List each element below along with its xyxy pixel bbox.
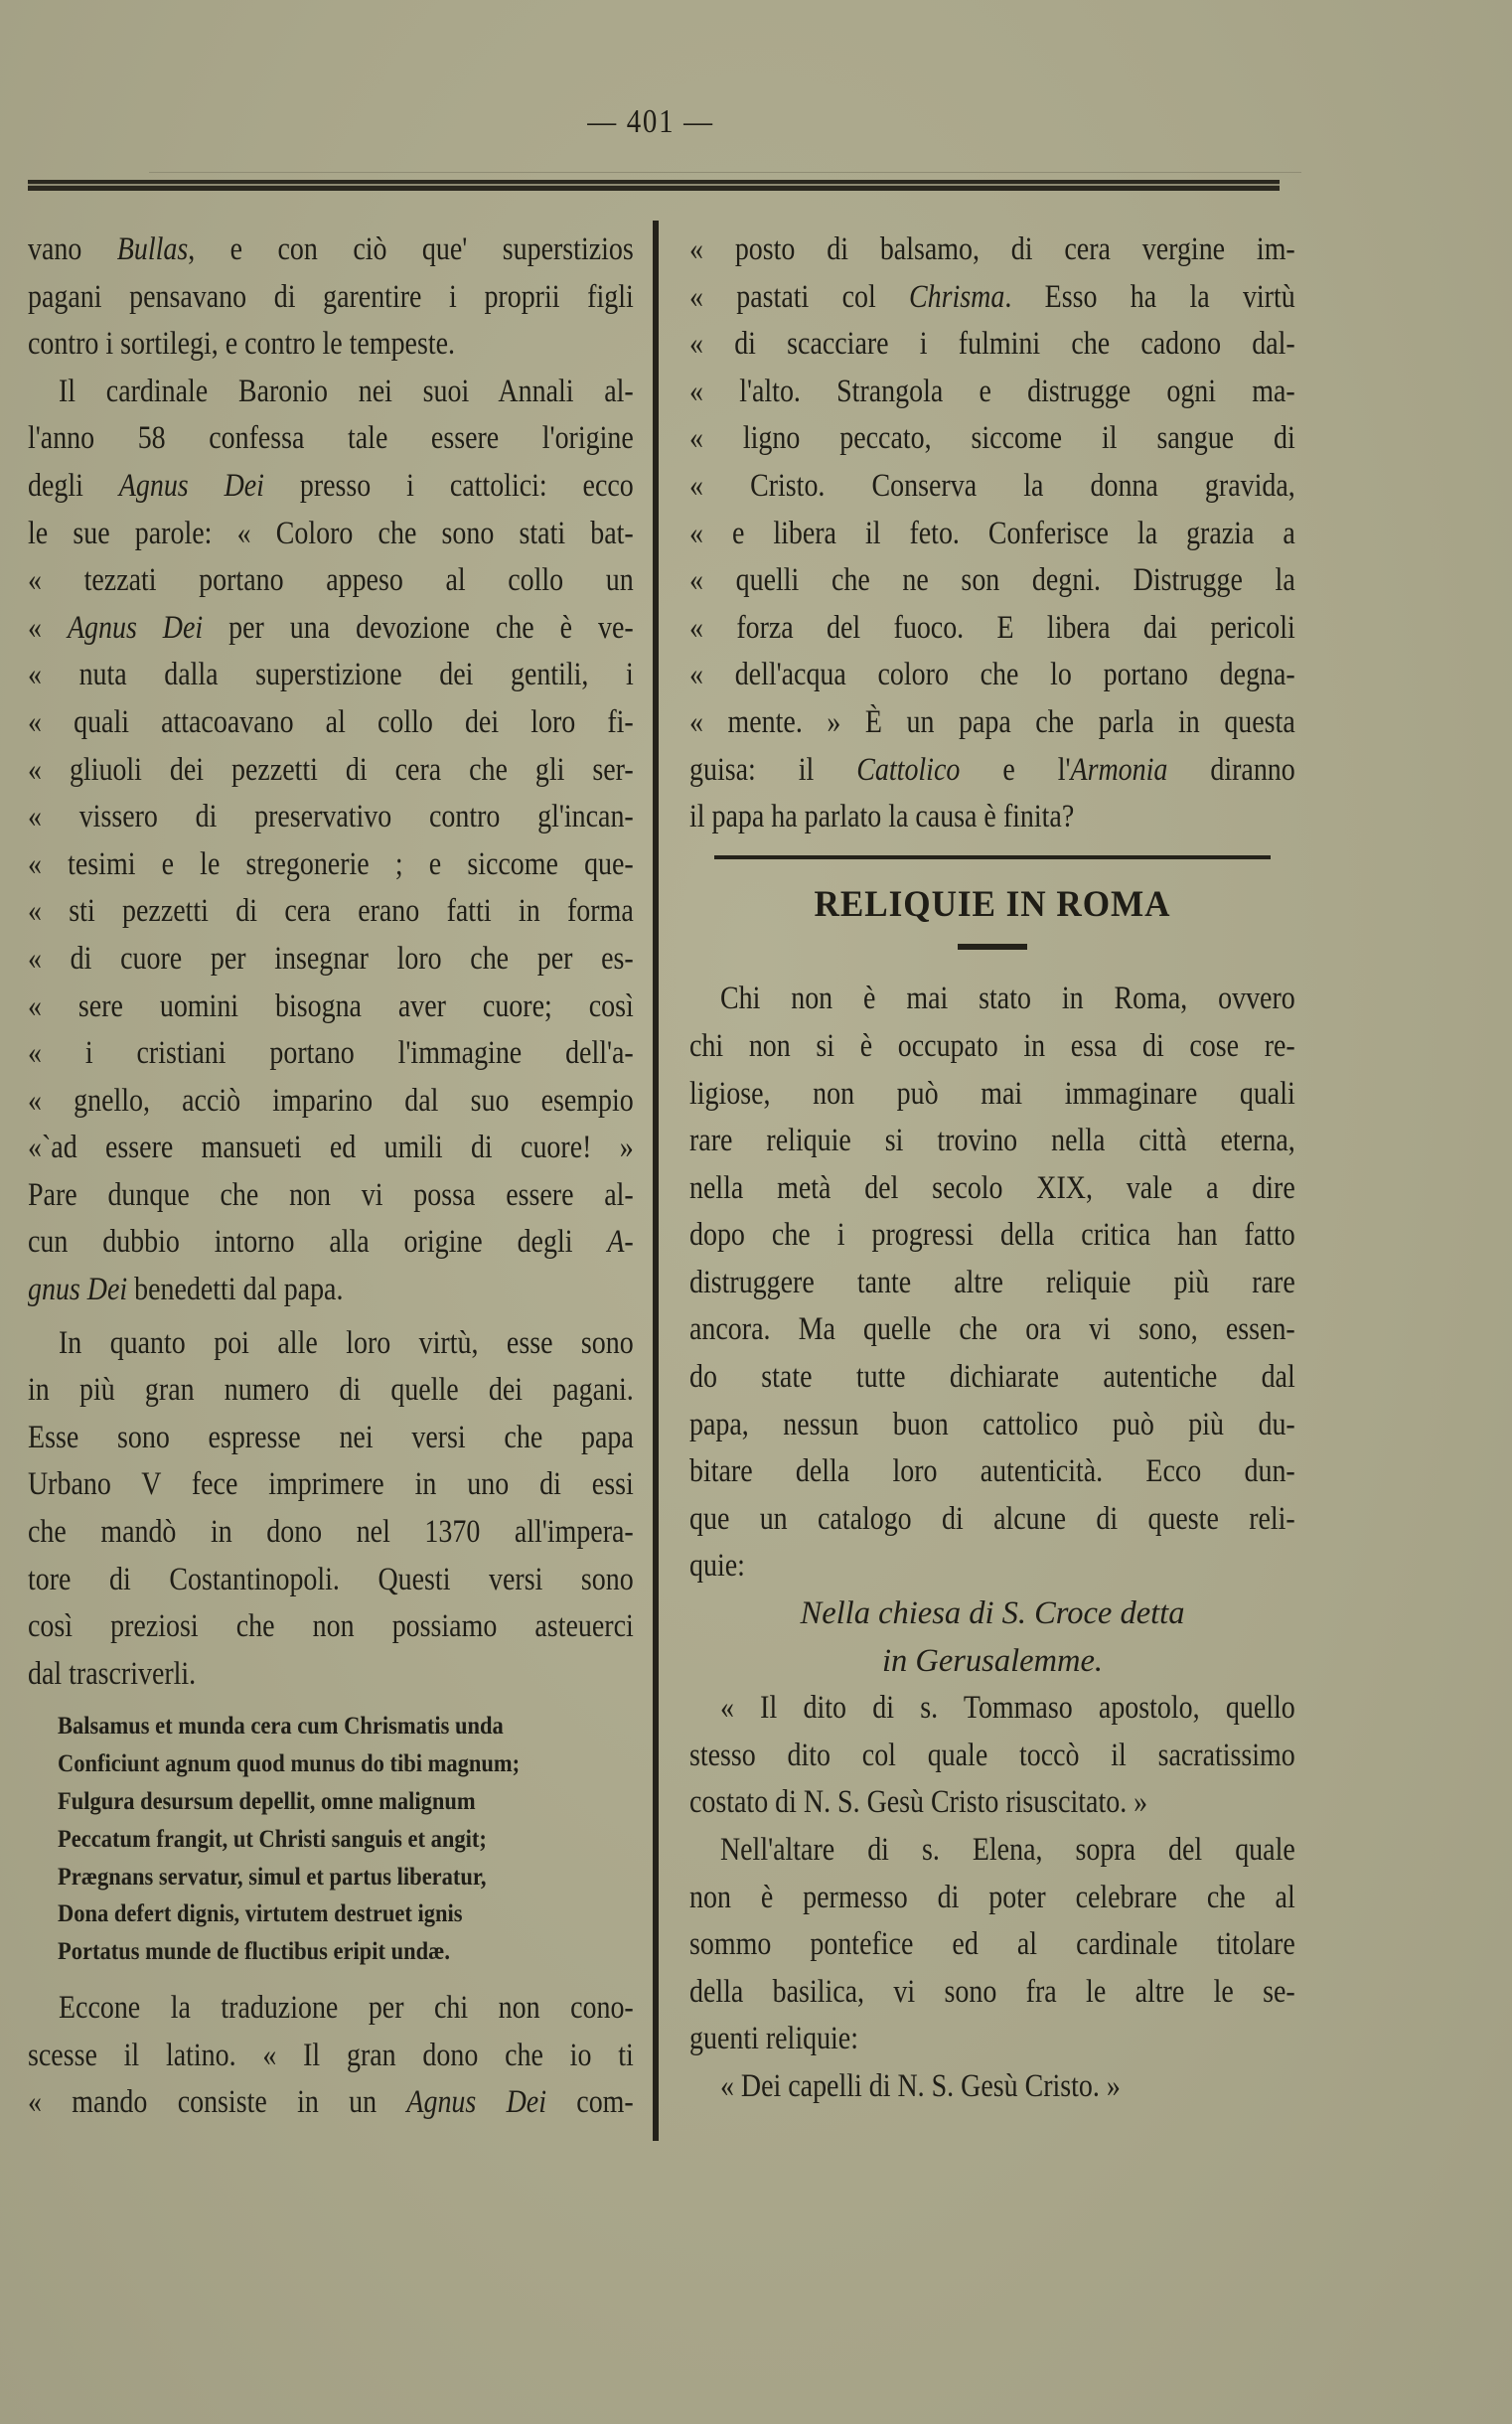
verse-line: Dona defert dignis, virtutem destruet ignis (58, 1900, 463, 1928)
verse-line: Balsamus et munda cera cum Chrismatis unda (58, 1713, 504, 1741)
text-line: Urbano V fece imprimere in uno di essi (28, 1466, 634, 1503)
text-line: chi non si è occupato in essa di cose re- (689, 1027, 1295, 1064)
text-segment: vano (28, 231, 117, 267)
text-line: il papa ha parlato la causa è finita? (689, 799, 1075, 835)
text-line: « sere uomini bisogna aver cuore; così (28, 987, 634, 1024)
text-line: bitare della loro autenticità. Ecco dun- (689, 1453, 1295, 1490)
text-line: do state tutte dichiarate autentiche dal (689, 1359, 1295, 1396)
text-line: scesse il latino. « Il gran dono che io ti (28, 2037, 634, 2073)
text-segment: pagani pensavano di garentire i proprii figli (28, 278, 634, 315)
text-line: « gnello, acciò imparino dal suo esempio (28, 1082, 634, 1119)
italic-text: A- (607, 1224, 634, 1261)
text-line (28, 227, 634, 274)
subheading (689, 1591, 1295, 1685)
text-line: Il cardinale Baronio nei suoi Annali al- (58, 373, 634, 409)
spacer (28, 1698, 634, 1708)
text-line: Eccone la traduzione per chi non cono- (58, 1989, 634, 2026)
text-line (28, 1219, 634, 1267)
paragraph (689, 1827, 1295, 2063)
subheading-line: in Gerusalemme. (881, 1642, 1104, 1679)
text-line: « di scacciare i fulmini che cadono dal- (689, 326, 1295, 363)
text-line: « quali attacoavano al collo dei loro fi- (28, 703, 634, 740)
text-segment: . Esso ha la virtù (1004, 278, 1295, 315)
text-line (689, 274, 1295, 322)
text-line (28, 2079, 634, 2127)
text-line: « l'alto. Strangola e distrugge ogni ma- (689, 373, 1295, 409)
spacer (689, 859, 1295, 881)
text-line: ligiose, non può mai immaginare quali (689, 1075, 1295, 1112)
text-line: « tezzati portano appeso al collo un (28, 562, 634, 599)
text-line: « dell'acqua coloro che lo portano degna- (689, 657, 1295, 693)
italic-text: Armonia (1070, 751, 1168, 788)
text-line: « forza del fuoco. E libera dai pericoli (689, 609, 1295, 646)
header-rule-thin (149, 172, 1301, 173)
text-line: dal trascriverli. (28, 1655, 197, 1692)
text-line (28, 1267, 549, 1314)
text-line: « Cristo. Conserva la donna gravida, (689, 467, 1295, 504)
verse-line: Fulgura desursum depellit, omne malignum (58, 1788, 476, 1815)
text-line: guenti reliquie: (689, 2021, 858, 2057)
text-line (689, 747, 1295, 795)
paragraph (689, 976, 1295, 1591)
text-segment: « pastati col (689, 278, 910, 315)
text-line: costato di N. S. Gesù Cristo risuscitato. » (689, 1784, 1148, 1821)
text-segment: cun dubbio intorno alla origine degli (28, 1224, 608, 1261)
italic-text: Cattolico (856, 751, 961, 788)
text-line: Chi non è mai stato in Roma, ovvero (719, 981, 1295, 1017)
text-segment: diranno (1167, 751, 1295, 788)
text-line: Pare dunque che non vi possa essere al- (28, 1176, 634, 1213)
text-segment: per una devozione che è ve- (203, 609, 634, 646)
text-line: le sue parole: « Coloro che sono stati bat- (28, 515, 634, 551)
text-segment: degli (28, 467, 119, 504)
text-line: Esse sono espresse nei versi che papa (28, 1419, 634, 1455)
italic-text: Agnus Dei (67, 609, 204, 646)
text-segment: guisa: il (689, 751, 857, 788)
text-line: « e libera il feto. Conferisce la grazia a (689, 515, 1295, 551)
text-line: que un catalogo di alcune di queste reli- (689, 1500, 1295, 1537)
text-segment: , e con ciò que' superstizios (188, 231, 634, 267)
text-segment: benedetti dal papa. (127, 1272, 344, 1308)
paragraph (28, 369, 634, 1314)
text-line: « nuta dalla superstizione dei gentili, i (28, 657, 634, 693)
text-line: dopo che i progressi della critica han fatto (689, 1217, 1295, 1254)
page-number: — 401 — (587, 103, 714, 140)
paragraph (28, 227, 634, 369)
text-line: quie: (689, 1548, 745, 1585)
paragraph (28, 1985, 634, 2127)
text-line (28, 463, 634, 511)
text-line: « i cristiani portano l'immagine dell'a- (28, 1035, 634, 1072)
spacer (689, 950, 1295, 976)
text-line (28, 605, 634, 653)
italic-text: Agnus Dei (118, 467, 264, 504)
verse-line: Conficiunt agnum quod munus do tibi magnum; (58, 1750, 521, 1778)
text-line: rare reliquie si trovino nella città eterna, (689, 1123, 1295, 1159)
text-segment: contro i sortilegi, e contro le tempeste. (28, 326, 455, 363)
text-segment: « mando consiste in un (28, 2084, 407, 2121)
text-line: « di cuore per insegnar loro che per es- (28, 940, 634, 977)
text-line: « tesimi e le stregonerie ; e siccome que- (28, 845, 634, 882)
italic-text: Chrisma (909, 278, 1005, 315)
text-line: in più gran numero di quelle dei pagani. (28, 1372, 634, 1409)
italic-text: Agnus Dei (406, 2084, 546, 2121)
paragraph (689, 1685, 1295, 1827)
text-line: « gliuoli dei pezzetti di cera che gli ser- (28, 751, 634, 788)
text-segment: presso i cattolici: ecco (263, 467, 634, 504)
text-line: tore di Costantinopoli. Questi versi sono (28, 1561, 634, 1597)
left-column (28, 227, 634, 2127)
paragraph (28, 1320, 634, 1699)
italic-text: Bullas (116, 231, 189, 267)
text-line: Nell'altare di s. Elena, sopra del quale (719, 1832, 1295, 1868)
text-line: « posto di balsamo, di cera vergine im- (689, 231, 1295, 267)
text-line: « mente. » È un papa che parla in questa (689, 703, 1295, 740)
text-line: « vissero di preservativo contro gl'incan- (28, 799, 634, 835)
text-line: In quanto poi alle loro virtù, esse sono (58, 1324, 634, 1361)
text-line: ancora. Ma quelle che ora vi sono, essen- (689, 1311, 1295, 1348)
text-line: l'anno 58 confessa tale essere l'origine (28, 420, 634, 457)
text-line: così preziosi che non possiamo asteuerci (28, 1608, 634, 1645)
text-line: « Il dito di s. Tommaso apostolo, quello (719, 1690, 1295, 1727)
text-line: nella metà del secolo XIX, vale a dire (689, 1169, 1295, 1206)
text-line: non è permesso di poter celebrare che al (689, 1879, 1295, 1915)
spacer (689, 841, 1295, 855)
text-line: « Dei capelli di N. S. Gesù Cristo. » (719, 2067, 1121, 2104)
section-title: RELIQUIE IN ROMA (814, 883, 1171, 925)
text-line: sommo pontefice ed al cardinale titolare (689, 1926, 1295, 1963)
text-line: « ligno peccato, siccome il sangue di (689, 420, 1295, 457)
text-segment: « (28, 609, 68, 646)
latin-verse (28, 1708, 634, 1971)
spacer (28, 1971, 634, 1985)
text-line: papa, nessun buon cattolico può più du- (689, 1406, 1295, 1442)
verse-line: Prægnans servatur, simul et partus liberatur, (58, 1863, 487, 1891)
column-rule (653, 221, 659, 2141)
text-line: distruggere tante altre reliquie più rare (689, 1264, 1295, 1300)
text-line (28, 274, 634, 322)
paragraph (689, 2063, 1295, 2111)
text-line: della basilica, vi sono fra le altre le se- (689, 1973, 1295, 2010)
spacer (689, 928, 1295, 944)
text-line: «`ad essere mansueti ed umili di cuore! » (28, 1130, 634, 1166)
subheading-line: Nella chiesa di S. Croce detta (800, 1595, 1185, 1632)
italic-text: gnus Dei (28, 1272, 128, 1308)
text-line: che mandò in dono nel 1370 all'impera- (28, 1514, 634, 1551)
text-line: « sti pezzetti di cera erano fatti in forma (28, 893, 634, 930)
right-column (689, 227, 1295, 2111)
paragraph (689, 227, 1295, 841)
text-line: stesso dito col quale toccò il sacratissimo (689, 1737, 1295, 1773)
text-line (28, 321, 549, 369)
text-line: « quelli che ne son degni. Distrugge la (689, 562, 1295, 599)
text-segment: com- (545, 2084, 634, 2121)
verse-line: Portatus munde de fluctibus eripit undæ. (58, 1938, 451, 1966)
header-rule (28, 180, 1280, 191)
verse-line: Peccatum frangit, ut Christi sanguis et angit; (58, 1825, 487, 1853)
text-segment: e l' (960, 751, 1071, 788)
